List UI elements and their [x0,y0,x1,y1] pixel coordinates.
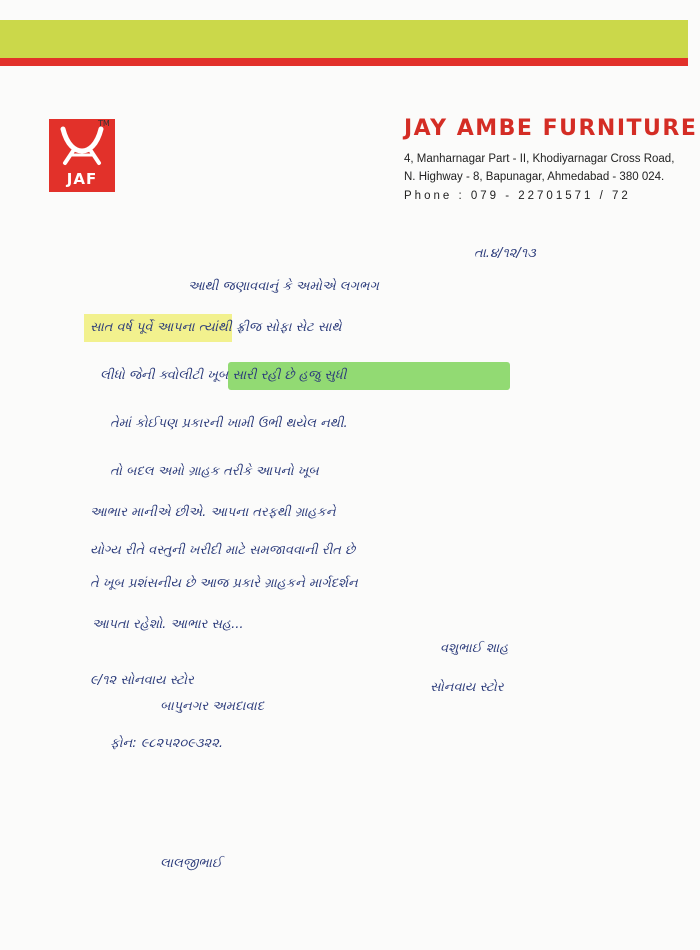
letter-line: તેમાં કોઈપણ પ્રકારની ખામી ઉભી થયેલ નથી. [110,416,348,431]
letter-line: તે ખૂબ પ્રશંસનીય છે આજ પ્રકારે ગ્રાહકને માર્ગદર્શન [90,576,358,591]
sender-address-line-1: ૯/૧૨ સોનવાય સ્ટોર [90,673,194,688]
signature-company: સોનવાય સ્ટોર [430,680,504,695]
sender-phone: ફોન: ૯૮૨૫૨૦૯૩૨૨. [110,736,223,751]
phone-line: Phone : 079 - 22701571 / 72 [404,190,631,202]
letter-line: યોગ્ય રીતે વસ્તુની ખરીદી માટે સમજાવવાની રીત છે [90,543,356,558]
letter-line: તો બદલ અમો ગ્રાહક તરીકે આપનો ખૂબ [110,464,319,479]
letter-date: તા.૪/૧૨/૧૩ [474,246,536,261]
letter-line: સાત વર્ષ પૂર્વે આપના ત્યાંથી ફ્રીજ સોફા સેટ સાથે [90,320,342,335]
sender-address-line-2: બાપુનગર અમદાવાદ [160,699,264,714]
letter-line: લીધો જેની ક્વોલીટી ખૂબ સારી રહી છે હજુ સુધી [100,368,347,383]
address-line-1: 4, Manharnagar Part - II, Khodiyarnagar Cross Road, [404,153,675,165]
trademark-mark: TM [98,119,110,128]
jaf-logo [49,119,115,192]
signature-name: વશુભાઈ શાહ [440,641,509,656]
letter-line: આભાર માનીએ છીએ. આપના તરફથી ગ્રાહકને [90,505,336,520]
logo-text: JAF [66,170,98,188]
footer-signature: લાલજીભાઈ [160,856,222,871]
header-yellow-band [0,20,688,58]
header-red-stripe [0,58,688,66]
address-line-2: N. Highway - 8, Bapunagar, Ahmedabad - 380 024. [404,171,665,183]
letter-line: આપતા રહેશો. આભાર સહ... [92,617,244,632]
letter-line: આથી જણાવવાનું કે અમોએ લગભગ [188,279,379,294]
company-name: JAY AMBE FURNITURE [404,116,698,141]
